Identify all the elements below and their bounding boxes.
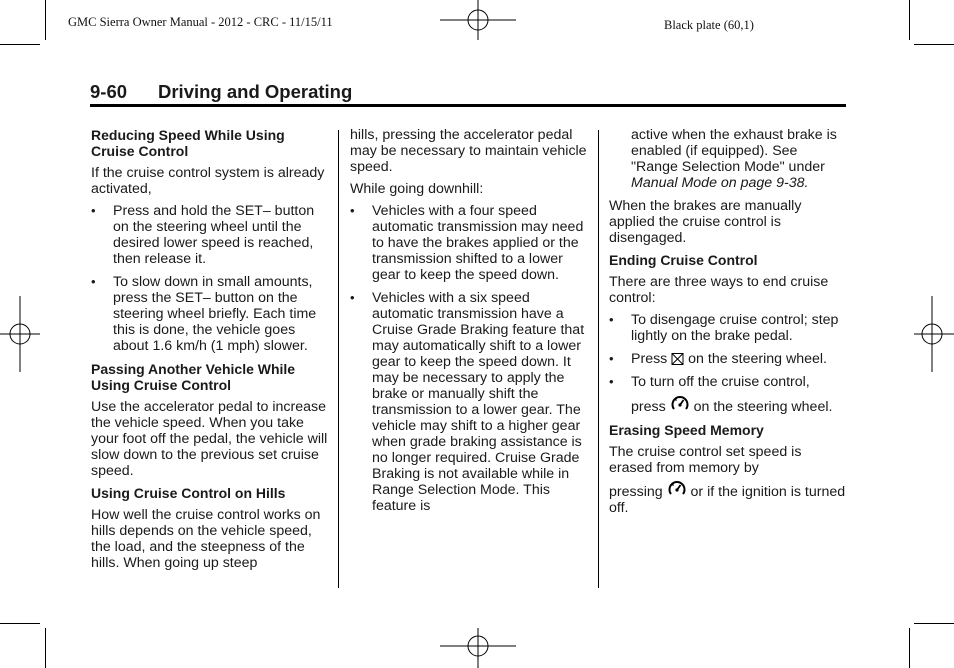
page-number: 9-60 <box>90 81 128 102</box>
paragraph: Use the accelerator pedal to increase the vehicle speed. When you take your foot off the pedal, the vehicle will slow down to the previous set cruise speed. <box>91 399 328 479</box>
text: or if the ignition is turned off. <box>609 484 846 516</box>
cruise-control-icon <box>667 479 687 499</box>
page-header <box>90 80 846 107</box>
crop-mark <box>914 44 954 45</box>
paragraph: hills, pressing the accelerator pedal may be necessary to maintain vehicle speed. <box>350 127 587 175</box>
column-divider <box>598 130 599 588</box>
heading-erasing: Erasing Speed Memory <box>609 422 764 438</box>
bullet-list <box>609 127 847 191</box>
cancel-icon <box>671 352 684 366</box>
plate-info-right: Black plate (60,1) <box>664 18 754 32</box>
text: The cruise control set speed is erased from memory by <box>609 444 802 476</box>
paragraph <box>609 444 847 516</box>
text: To turn off the cruise control, <box>631 374 810 390</box>
text: press <box>631 399 666 415</box>
registration-mark-left <box>0 296 44 372</box>
column-1 <box>91 127 329 577</box>
crop-mark <box>909 0 910 40</box>
plate-info-left: GMC Sierra Owner Manual - 2012 - CRC - 11/15/11 <box>68 15 333 29</box>
crop-mark <box>45 0 46 40</box>
list-item: • Press and hold the SET– button on the steering wheel until the desired lower speed is reached, then release it. <box>91 203 329 267</box>
bullet-list <box>609 312 847 415</box>
column-3 <box>609 127 847 522</box>
crop-mark <box>0 44 40 45</box>
registration-mark-bottom <box>440 628 516 668</box>
cruise-control-icon <box>670 394 690 414</box>
paragraph: There are three ways to end cruise control: <box>609 274 829 306</box>
text: . <box>804 175 809 191</box>
heading-ending: Ending Cruise Control <box>609 252 758 268</box>
crop-mark <box>45 628 46 668</box>
cross-reference: Manual Mode on page 9-38 <box>631 175 805 191</box>
crop-mark <box>914 623 954 624</box>
paragraph: While going downhill: <box>350 181 484 197</box>
heading-passing: Passing Another Vehicle While Using Cruise Control <box>91 361 296 393</box>
paragraph: When the brakes are manually applied the cruise control is disengaged. <box>609 198 802 246</box>
list-item: • Vehicles with a six speed automatic transmission have a Cruise Grade Braking feature that may automatically shift to a lower gear to keep the speed down. It may be necessary to apply the brake or manually shift the transmission to a lower gear. The vehicle may shift to a higher gear when grade braking assistance is no longer required. Cruise Grade Braking is not available while in Range Selection Mode. This feature is <box>350 290 588 514</box>
list-item: • To slow down in small amounts, press the SET– button on the steering wheel briefly. Each time this is done, the vehicle goes about 1.6 km/h (1 mph) slower. <box>91 274 329 354</box>
list-item: • Vehicles with a four speed automatic transmission may need to have the brakes applied or the transmission shifted to a lower gear to keep the speed down. <box>350 203 588 283</box>
section-title: Driving and Operating <box>158 81 353 102</box>
paragraph: How well the cruise control works on hills depends on the vehicle speed, the load, and the steepness of the hills. When going up steep <box>91 507 321 571</box>
list-item <box>609 374 847 415</box>
text: on the steering wheel. <box>693 399 833 415</box>
heading-hills: Using Cruise Control on Hills <box>91 485 286 501</box>
column-divider <box>338 130 339 588</box>
bullet-list <box>350 203 588 514</box>
text: Press <box>631 351 668 367</box>
bullet-list <box>91 203 329 354</box>
column-2 <box>350 127 588 521</box>
list-item <box>609 351 847 367</box>
text: on the steering wheel. <box>688 351 827 367</box>
registration-mark-right <box>912 296 954 372</box>
registration-mark-top <box>440 0 516 44</box>
paragraph: If the cruise control system is already activated, <box>91 165 325 197</box>
text: pressing <box>609 484 663 500</box>
text: active when the exhaust brake is enabled (if equipped). See "Range Selection Mode" under <box>631 127 837 175</box>
heading-reducing-speed: Reducing Speed While Using Cruise Control <box>91 127 285 159</box>
crop-mark <box>0 623 40 624</box>
crop-mark <box>909 628 910 668</box>
list-item-continued <box>609 127 847 191</box>
list-item: • To disengage cruise control; step lightly on the brake pedal. <box>609 312 847 344</box>
